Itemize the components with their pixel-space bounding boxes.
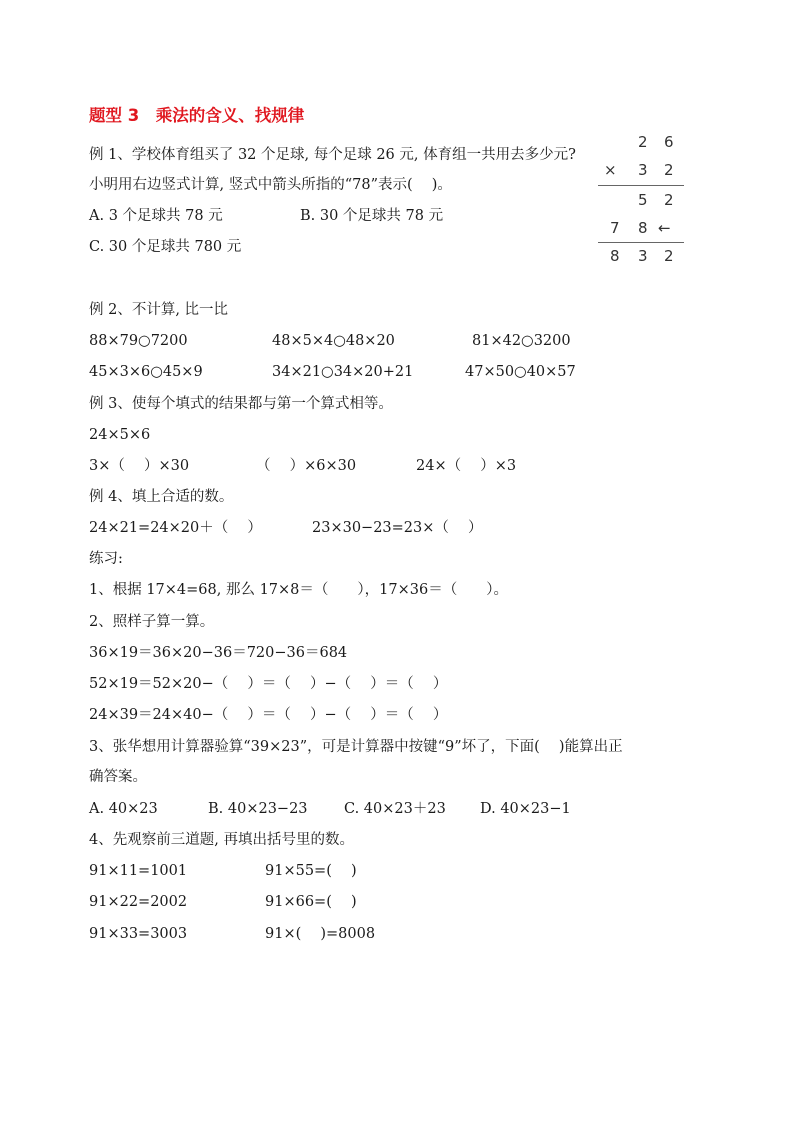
practice-question-3-cont: 确答案。	[89, 769, 147, 785]
vcalc-digit: 2	[638, 133, 648, 151]
vcalc-digit: 8	[638, 219, 648, 237]
pattern-item: 91×55=( )	[265, 863, 357, 879]
vcalc-digit: 2	[664, 161, 674, 179]
compare-item: 81×42○3200	[472, 333, 571, 349]
choice-option: B. 40×23−23	[208, 801, 308, 817]
multiply-sign: ×	[604, 161, 617, 179]
choice-option: D. 40×23−1	[480, 801, 571, 817]
pattern-item: 91×11=1001	[89, 863, 188, 879]
practice-question-1: 1、根据 17×4=68, 那么 17×8＝（ ），17×36＝（ ）。	[89, 582, 508, 598]
pattern-item: 91×( )=8008	[265, 926, 376, 942]
practice-heading: 练习:	[89, 551, 123, 567]
vcalc-digit: 2	[664, 247, 674, 265]
vertical-multiplication	[598, 128, 684, 268]
vcalc-digit: 2	[664, 191, 674, 209]
fill-item: 24×21=24×20＋（ ）	[89, 520, 262, 536]
compare-item: 88×79○7200	[89, 333, 188, 349]
pattern-item: 91×33=3003	[89, 926, 188, 942]
example-4-heading: 例 4、填上合适的数。	[89, 489, 234, 505]
fill-item: （ ）×6×30	[256, 458, 357, 474]
pattern-item: 91×66=( )	[265, 894, 357, 910]
example-1-option-a: A. 3 个足球共 78 元	[89, 208, 223, 224]
example-1-prompt: 小明用右边竖式计算, 竖式中箭头所指的“78”表示( )。	[89, 177, 452, 193]
fill-item: 23×30−23=23×（ ）	[312, 520, 483, 536]
practice-question-2-b: 24×39＝24×40−（ ）＝（ ）−（ ）＝（ ）	[89, 707, 448, 723]
compare-item: 45×3×6○45×9	[89, 364, 203, 380]
section-title: 题型 3 乘法的含义、找规律	[89, 106, 305, 125]
arrow-left-icon: ←	[658, 219, 671, 237]
vcalc-digit: 8	[610, 247, 620, 265]
fill-item: 24×（ ）×3	[416, 458, 517, 474]
vcalc-digit: 6	[664, 133, 674, 151]
practice-question-2-example: 36×19＝36×20−36＝720−36＝684	[89, 645, 348, 661]
choice-option: A. 40×23	[89, 801, 158, 817]
example-1-option-b: B. 30 个足球共 78 元	[300, 208, 444, 224]
vcalc-digit: 7	[610, 219, 620, 237]
practice-question-2-a: 52×19＝52×20−（ ）＝（ ）−（ ）＝（ ）	[89, 676, 448, 692]
practice-question-3: 3、张华想用计算器验算“39×23”，可是计算器中按键“9”坏了，下面( )能算出正	[89, 739, 623, 755]
practice-question-2-heading: 2、照样子算一算。	[89, 614, 215, 630]
fill-item: 3×（ ）×30	[89, 458, 190, 474]
compare-item: 48×5×4○48×20	[272, 333, 395, 349]
example-3-heading: 例 3、使每个填式的结果都与第一个算式相等。	[89, 396, 393, 412]
example-2-heading: 例 2、不计算, 比一比	[89, 302, 229, 318]
choice-option: C. 40×23＋23	[344, 801, 446, 817]
practice-question-4-heading: 4、先观察前三道题, 再填出括号里的数。	[89, 832, 354, 848]
pattern-item: 91×22=2002	[89, 894, 188, 910]
compare-item: 47×50○40×57	[465, 364, 576, 380]
example-1-option-c: C. 30 个足球共 780 元	[89, 239, 242, 255]
vcalc-digit: 5	[638, 191, 648, 209]
vcalc-digit: 3	[638, 247, 648, 265]
compare-item: 34×21○34×20+21	[272, 364, 414, 380]
example-3-base: 24×5×6	[89, 427, 151, 443]
example-1-question: 例 1、学校体育组买了 32 个足球, 每个足球 26 元, 体育组一共用去多少元?	[89, 147, 576, 163]
vcalc-digit: 3	[638, 161, 648, 179]
